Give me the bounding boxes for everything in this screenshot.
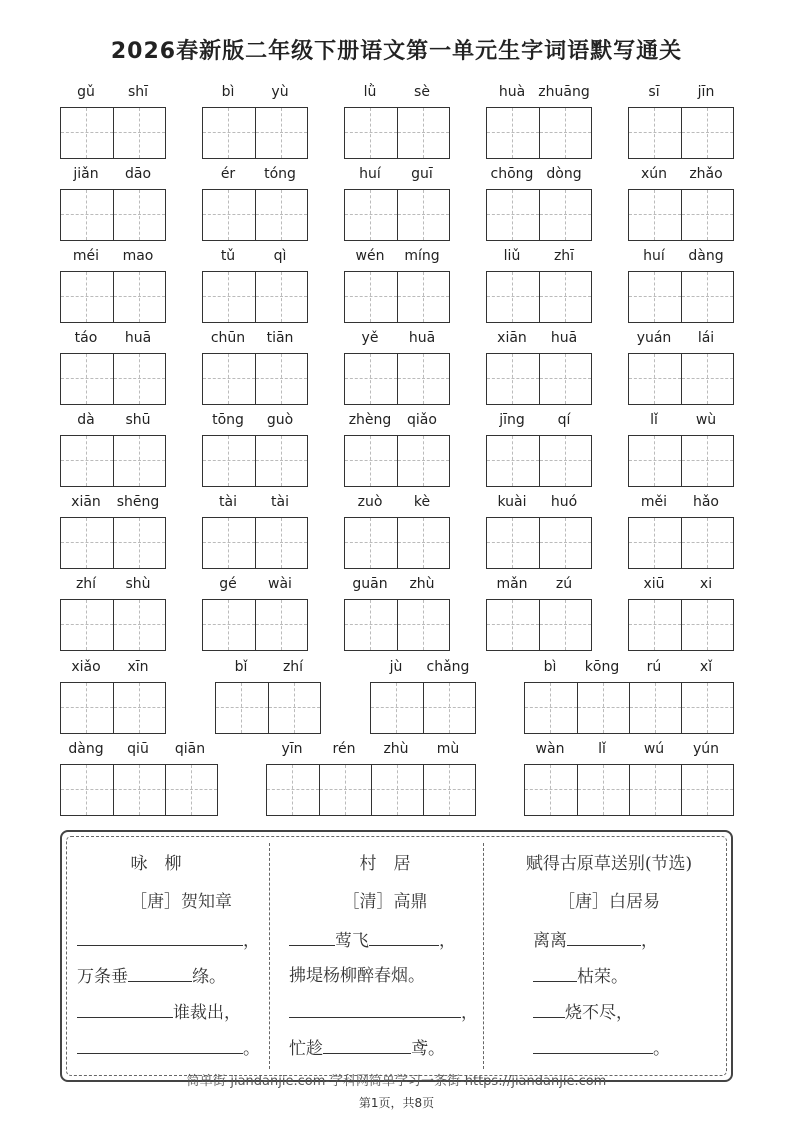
writing-boxes: [486, 599, 592, 651]
pinyin-label: zhù: [409, 576, 435, 592]
pinyin-label: xīn: [127, 659, 149, 675]
poem-line-1: 莺飞 ，: [281, 927, 497, 953]
word-row: [0, 412, 793, 492]
pinyin-label: qiān: [174, 741, 206, 757]
answer-blank[interactable]: [369, 927, 439, 946]
pinyin-label: lái: [697, 330, 715, 346]
tianzige-cell[interactable]: [203, 600, 255, 650]
pinyin-label: liǔ: [503, 248, 521, 264]
pinyin-label: tài: [271, 494, 289, 510]
tianzige-cell[interactable]: [203, 518, 255, 568]
tianzige-cell[interactable]: [539, 272, 591, 322]
writing-boxes: [486, 107, 592, 159]
writing-boxes: [628, 271, 734, 323]
pinyin-label: dà: [77, 412, 95, 428]
tianzige-cell[interactable]: [255, 190, 307, 240]
tianzige-cell[interactable]: [345, 436, 397, 486]
pinyin-label: rén: [332, 741, 356, 757]
pinyin-label: lǐ: [650, 412, 658, 428]
pinyin-label: guò: [266, 412, 294, 428]
pinyin-label: huā: [408, 330, 436, 346]
tianzige-cell[interactable]: [345, 354, 397, 404]
poem-line-1: ，: [77, 927, 285, 953]
tianzige-cell[interactable]: [113, 108, 165, 158]
pinyin-label: huí: [359, 166, 381, 182]
pinyin-label: rú: [646, 659, 662, 675]
tianzige-cell[interactable]: [203, 108, 255, 158]
writing-boxes: [524, 764, 734, 816]
tianzige-cell[interactable]: [397, 272, 449, 322]
tianzige-cell[interactable]: [487, 190, 539, 240]
writing-boxes: [202, 189, 308, 241]
writing-boxes: [215, 682, 321, 734]
tianzige-cell[interactable]: [113, 765, 165, 815]
writing-boxes: [60, 517, 166, 569]
tianzige-cell[interactable]: [61, 272, 113, 322]
tianzige-cell[interactable]: [397, 436, 449, 486]
writing-boxes: [60, 107, 166, 159]
pinyin-label: hǎo: [692, 494, 720, 510]
writing-boxes: [628, 353, 734, 405]
poem-title: 咏 柳: [130, 854, 182, 874]
tianzige-cell[interactable]: [539, 354, 591, 404]
tianzige-cell[interactable]: [397, 518, 449, 568]
writing-boxes: [344, 517, 450, 569]
tianzige-cell[interactable]: [113, 518, 165, 568]
writing-boxes: [344, 599, 450, 651]
pinyin-label: huí: [643, 248, 665, 264]
pinyin-label: bì: [543, 659, 557, 675]
pinyin-label: ér: [220, 166, 236, 182]
tianzige-cell[interactable]: [371, 765, 423, 815]
writing-boxes: [60, 435, 166, 487]
tianzige-cell[interactable]: [345, 600, 397, 650]
pinyin-label: shū: [125, 412, 151, 428]
tianzige-cell[interactable]: [487, 108, 539, 158]
pinyin-label: yuán: [636, 330, 672, 346]
writing-boxes: [344, 189, 450, 241]
pinyin-label: zhǎo: [689, 166, 723, 182]
tianzige-cell[interactable]: [487, 354, 539, 404]
tianzige-cell[interactable]: [61, 600, 113, 650]
pinyin-label: gé: [219, 576, 237, 592]
tianzige-cell[interactable]: [397, 600, 449, 650]
tianzige-cell[interactable]: [255, 600, 307, 650]
tianzige-cell[interactable]: [345, 108, 397, 158]
pinyin-label: xiǎo: [71, 659, 101, 675]
tianzige-cell[interactable]: [113, 190, 165, 240]
pinyin-label: huà: [498, 84, 526, 100]
pinyin-label: xiān: [497, 330, 527, 346]
word-row: [0, 741, 793, 821]
pinyin-label: jiǎn: [73, 166, 99, 182]
tianzige-cell[interactable]: [113, 354, 165, 404]
writing-boxes: [628, 435, 734, 487]
poem-author: ［唐］贺知章: [130, 892, 232, 912]
word-row: [0, 248, 793, 328]
answer-blank[interactable]: [567, 927, 641, 946]
pinyin-label: zhuāng: [538, 84, 590, 100]
poem-author: ［唐］白居易: [558, 892, 660, 912]
pinyin-label: tǔ: [220, 248, 236, 264]
poem-line-2: 拂堤杨柳醉春烟。: [289, 966, 425, 986]
pinyin-label: chǎng: [426, 659, 470, 675]
word-row: [0, 330, 793, 410]
pinyin-label: xiān: [71, 494, 101, 510]
writing-boxes: [266, 764, 476, 816]
pinyin-label: yù: [271, 84, 289, 100]
pinyin-label: jīng: [499, 412, 525, 428]
answer-blank[interactable]: [289, 999, 461, 1018]
tianzige-cell[interactable]: [113, 436, 165, 486]
writing-boxes: [370, 682, 476, 734]
pinyin-label: kè: [413, 494, 431, 510]
tianzige-cell[interactable]: [681, 108, 733, 158]
tianzige-cell[interactable]: [113, 272, 165, 322]
pinyin-label: lǜ: [363, 84, 377, 100]
writing-boxes: [486, 517, 592, 569]
pinyin-label: yīn: [281, 741, 303, 757]
tianzige-cell[interactable]: [203, 272, 255, 322]
poem-line-2: 万条垂 绦。: [77, 963, 285, 989]
pinyin-label: huā: [550, 330, 578, 346]
page-number: 第1页，共8页: [358, 1096, 435, 1110]
tianzige-cell[interactable]: [629, 354, 681, 404]
tianzige-cell[interactable]: [345, 518, 397, 568]
pinyin-label: sè: [414, 84, 430, 100]
pinyin-label: bǐ: [234, 659, 248, 675]
pinyin-label: xi: [699, 576, 713, 592]
tianzige-cell[interactable]: [539, 190, 591, 240]
writing-boxes: [344, 107, 450, 159]
tianzige-cell[interactable]: [629, 190, 681, 240]
writing-boxes: [60, 271, 166, 323]
pinyin-label: zhī: [553, 248, 575, 264]
pinyin-label: mù: [436, 741, 460, 757]
tianzige-cell[interactable]: [681, 765, 733, 815]
answer-blank[interactable]: [533, 963, 577, 982]
tianzige-cell[interactable]: [61, 354, 113, 404]
pinyin-label: méi: [72, 248, 100, 264]
tianzige-cell[interactable]: [487, 436, 539, 486]
tianzige-cell[interactable]: [681, 600, 733, 650]
answer-blank[interactable]: [77, 999, 173, 1018]
tianzige-cell[interactable]: [61, 765, 113, 815]
writing-boxes: [486, 435, 592, 487]
pinyin-label: dòng: [546, 166, 582, 182]
writing-boxes: [344, 353, 450, 405]
word-row: [0, 659, 793, 739]
pinyin-label: mǎn: [496, 576, 528, 592]
pinyin-label: xún: [640, 166, 668, 182]
pinyin-label: wù: [695, 412, 717, 428]
pinyin-label: tiān: [266, 330, 294, 346]
tianzige-cell[interactable]: [525, 683, 577, 733]
pinyin-label: tài: [219, 494, 237, 510]
answer-blank[interactable]: [128, 963, 192, 982]
pinyin-label: xǐ: [699, 659, 713, 675]
tianzige-cell[interactable]: [345, 272, 397, 322]
pinyin-label: kuài: [497, 494, 527, 510]
writing-boxes: [628, 599, 734, 651]
tianzige-cell[interactable]: [397, 108, 449, 158]
pinyin-label: qì: [273, 248, 287, 264]
tianzige-cell[interactable]: [681, 354, 733, 404]
writing-boxes: [344, 435, 450, 487]
tianzige-cell[interactable]: [61, 108, 113, 158]
tianzige-cell[interactable]: [255, 518, 307, 568]
writing-boxes: [486, 353, 592, 405]
tianzige-cell[interactable]: [61, 436, 113, 486]
pinyin-label: guān: [352, 576, 388, 592]
pinyin-label: shù: [125, 576, 151, 592]
pinyin-label: wài: [268, 576, 292, 592]
tianzige-cell[interactable]: [113, 600, 165, 650]
poem-title: 村 居: [359, 854, 411, 874]
tianzige-cell[interactable]: [345, 190, 397, 240]
pinyin-label: zhèng: [348, 412, 392, 428]
pinyin-label: wú: [643, 741, 665, 757]
writing-boxes: [344, 271, 450, 323]
tianzige-cell[interactable]: [267, 765, 319, 815]
word-row: [0, 166, 793, 246]
tianzige-cell[interactable]: [539, 436, 591, 486]
pinyin-label: zú: [555, 576, 573, 592]
pinyin-label: táo: [74, 330, 98, 346]
answer-blank[interactable]: [323, 1035, 411, 1054]
pinyin-label: dàng: [688, 248, 724, 264]
pinyin-label: chūn: [210, 330, 246, 346]
answer-blank[interactable]: [533, 999, 565, 1018]
pinyin-label: zuò: [357, 494, 383, 510]
writing-boxes: [202, 353, 308, 405]
pinyin-label: dāo: [124, 166, 152, 182]
tianzige-cell[interactable]: [397, 354, 449, 404]
pinyin-label: yě: [361, 330, 379, 346]
tianzige-cell[interactable]: [539, 600, 591, 650]
tianzige-cell[interactable]: [319, 765, 371, 815]
tianzige-cell[interactable]: [681, 518, 733, 568]
pinyin-label: zhí: [282, 659, 304, 675]
word-row: [0, 494, 793, 574]
poem-line-2: 枯荣。: [495, 963, 741, 989]
tianzige-cell[interactable]: [423, 765, 475, 815]
tianzige-cell[interactable]: [371, 683, 423, 733]
writing-boxes: [628, 517, 734, 569]
answer-blank[interactable]: [77, 1035, 243, 1054]
tianzige-cell[interactable]: [113, 683, 165, 733]
tianzige-cell[interactable]: [255, 108, 307, 158]
pinyin-label: xiū: [643, 576, 665, 592]
tianzige-cell[interactable]: [61, 190, 113, 240]
writing-boxes: [60, 682, 166, 734]
writing-boxes: [60, 353, 166, 405]
writing-boxes: [202, 107, 308, 159]
poem-section: [60, 830, 733, 1082]
tianzige-cell[interactable]: [487, 518, 539, 568]
writing-boxes: [202, 271, 308, 323]
pinyin-label: chōng: [490, 166, 534, 182]
answer-blank[interactable]: [533, 1035, 653, 1054]
tianzige-cell[interactable]: [629, 108, 681, 158]
tianzige-cell[interactable]: [61, 518, 113, 568]
pinyin-label: shī: [127, 84, 149, 100]
writing-boxes: [628, 107, 734, 159]
tianzige-cell[interactable]: [629, 436, 681, 486]
pinyin-label: jīn: [697, 84, 715, 100]
poem-line-3: 烧不尽，: [495, 999, 741, 1025]
word-row: [0, 84, 793, 164]
poem-line-4: 。: [495, 1035, 741, 1061]
writing-boxes: [628, 189, 734, 241]
poem-line-3: ，: [281, 999, 497, 1025]
writing-boxes: [60, 189, 166, 241]
tianzige-cell[interactable]: [629, 600, 681, 650]
tianzige-cell[interactable]: [203, 190, 255, 240]
writing-boxes: [524, 682, 734, 734]
writing-boxes: [486, 271, 592, 323]
tianzige-cell[interactable]: [397, 190, 449, 240]
tianzige-cell[interactable]: [629, 518, 681, 568]
tianzige-cell[interactable]: [255, 436, 307, 486]
tianzige-cell[interactable]: [681, 190, 733, 240]
tianzige-cell[interactable]: [577, 683, 629, 733]
pinyin-label: qiū: [127, 741, 149, 757]
tianzige-cell[interactable]: [203, 354, 255, 404]
tianzige-cell[interactable]: [216, 683, 268, 733]
pinyin-label: sī: [648, 84, 660, 100]
tianzige-cell[interactable]: [165, 765, 217, 815]
tianzige-cell[interactable]: [525, 765, 577, 815]
pinyin-label: dàng: [68, 741, 104, 757]
writing-boxes: [202, 517, 308, 569]
tianzige-cell[interactable]: [487, 600, 539, 650]
pinyin-label: jù: [389, 659, 403, 675]
writing-boxes: [486, 189, 592, 241]
tianzige-cell[interactable]: [629, 272, 681, 322]
pinyin-label: wàn: [535, 741, 565, 757]
tianzige-cell[interactable]: [203, 436, 255, 486]
tianzige-cell[interactable]: [487, 272, 539, 322]
word-row: [0, 576, 793, 656]
poem-line-1: 离离 ，: [495, 927, 741, 953]
pinyin-label: yún: [692, 741, 720, 757]
poem-title: 赋得古原草送别(节选): [525, 854, 693, 874]
pinyin-label: zhí: [75, 576, 97, 592]
tianzige-cell[interactable]: [681, 272, 733, 322]
tianzige-cell[interactable]: [61, 683, 113, 733]
pinyin-label: gǔ: [77, 84, 95, 100]
pinyin-label: guī: [411, 166, 433, 182]
pinyin-label: mao: [122, 248, 154, 264]
tianzige-cell[interactable]: [577, 765, 629, 815]
writing-boxes: [60, 599, 166, 651]
tianzige-cell[interactable]: [539, 108, 591, 158]
writing-boxes: [202, 435, 308, 487]
pinyin-label: měi: [640, 494, 668, 510]
tianzige-cell[interactable]: [629, 765, 681, 815]
pinyin-label: bì: [221, 84, 235, 100]
poem-line-4: 。: [77, 1035, 285, 1061]
tianzige-cell[interactable]: [681, 683, 733, 733]
pinyin-label: qí: [557, 412, 571, 428]
tianzige-cell[interactable]: [539, 518, 591, 568]
tianzige-cell[interactable]: [423, 683, 475, 733]
pinyin-label: lǐ: [598, 741, 606, 757]
poem-line-4: 忙趁 鸢。: [281, 1035, 497, 1061]
writing-boxes: [202, 599, 308, 651]
pinyin-label: kōng: [584, 659, 620, 675]
tianzige-cell[interactable]: [681, 436, 733, 486]
tianzige-cell[interactable]: [255, 272, 307, 322]
answer-blank[interactable]: [289, 927, 335, 946]
pinyin-label: huā: [124, 330, 152, 346]
pinyin-label: shēng: [116, 494, 160, 510]
poem-line-3: 谁裁出，: [77, 999, 285, 1025]
pinyin-label: zhù: [383, 741, 409, 757]
pinyin-label: tóng: [264, 166, 296, 182]
answer-blank[interactable]: [77, 927, 243, 946]
poem-author: ［清］高鼎: [342, 892, 428, 912]
tianzige-cell[interactable]: [255, 354, 307, 404]
pinyin-label: huó: [550, 494, 578, 510]
pinyin-label: tōng: [212, 412, 244, 428]
pinyin-label: wén: [355, 248, 385, 264]
pinyin-label: qiǎo: [407, 412, 437, 428]
footer-site: 简单街-jiandanjie.com-学科网简单学习一条街-https://jiandanjie.com: [186, 1074, 607, 1089]
pinyin-label: míng: [404, 248, 440, 264]
tianzige-cell[interactable]: [629, 683, 681, 733]
page-title: 2026春新版二年级下册语文第一单元生字词语默写通关: [110, 39, 683, 64]
writing-boxes: [60, 764, 218, 816]
tianzige-cell[interactable]: [268, 683, 320, 733]
